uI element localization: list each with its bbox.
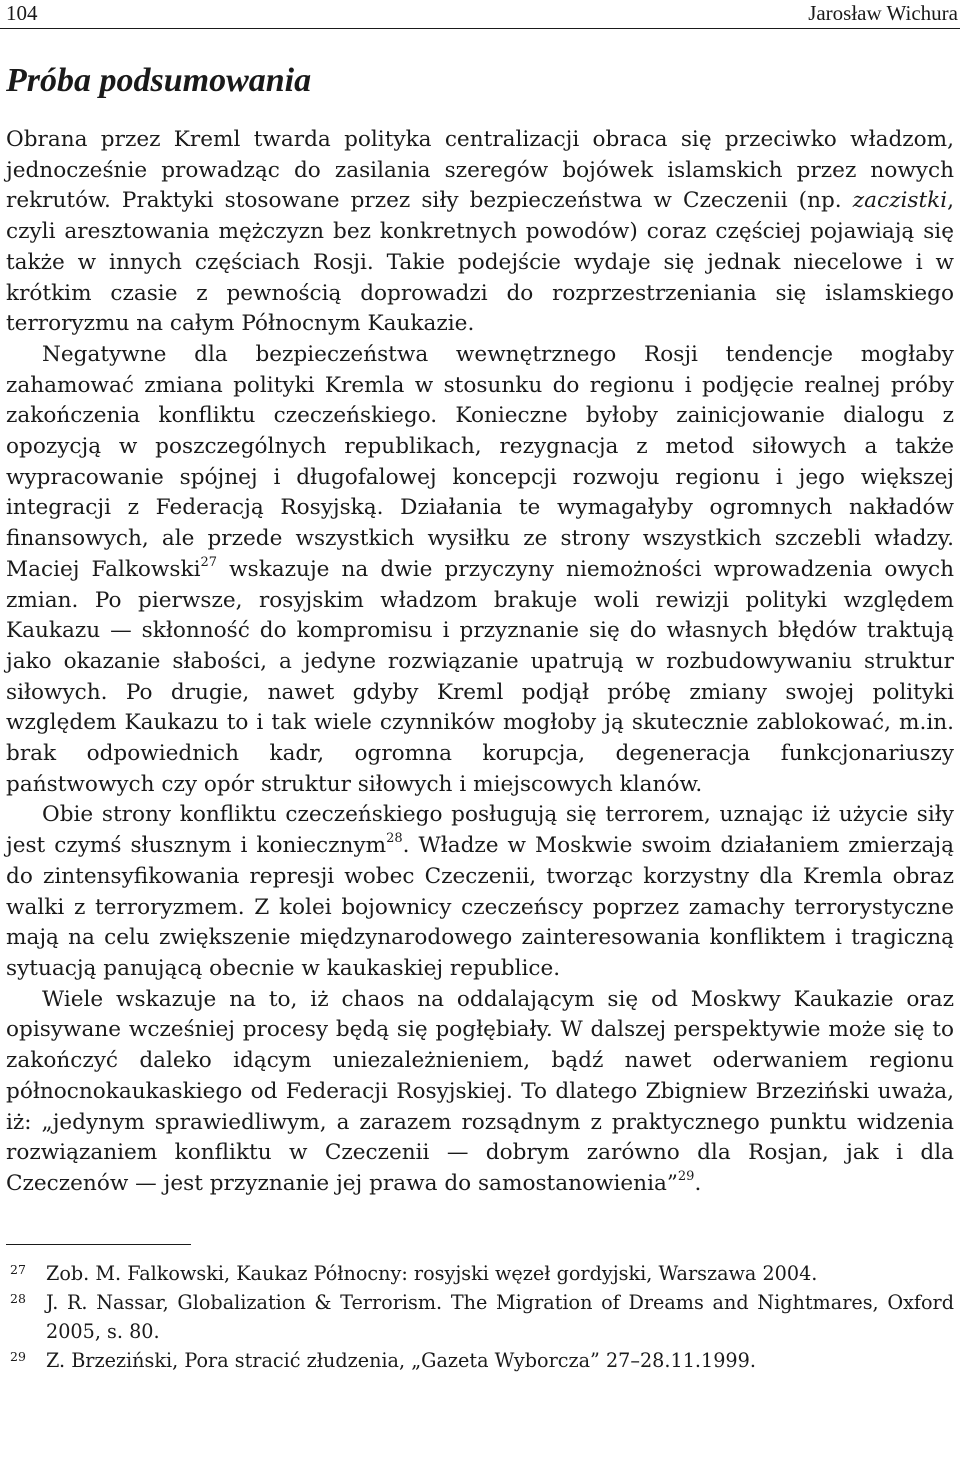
running-head-author: Jarosław Wichura: [808, 1, 958, 25]
section-title: Próba podsumowania: [6, 62, 312, 99]
footnotes: [6, 1259, 954, 1375]
paragraph-text: Obrana przez Kreml twarda polityka centralizacji obraca się przeciwko władzom, jednocześnie prowadząc do zasilania szeregów bojówek islamskich przez nowych rekrutów. Praktyki stosowane przez siły bezpieczeństwa w Czeczenii (np.: [6, 127, 954, 214]
paragraph-2: [6, 340, 954, 801]
paragraph-text: .: [694, 1170, 702, 1196]
paragraph-text: Wiele wskazuje na to, iż chaos na oddalającym się od Moskwy Kaukazie oraz opisywane wcześniej procesy będą się pogłębiały. W dalszej perspektywie może się to zakończyć daleko idącym uniezależnieniem, bądź nawet oderwaniem regionu północnokaukaskiego od Federacji Rosyjskiej. To dlatego Zbigniew Brzeziński uważa, iż: „jedynym sprawiedliwym, a zarazem rozsądnym z praktycznego punktu widzenia rozwiązaniem konfliktu w Czeczenii — dobrym zarówno dla Rosjan, jak i dla Czeczenów — jest przyznanie jej prawa do samostanowienia”: [6, 986, 954, 1196]
paragraph-text: , czyli aresztowania mężczyzn bez konkretnych powodów) coraz częściej pojawiają się także w innych częściach Rosji. Takie podejście wydaje się jednak niecelowe i w krótkim czasie z pewnością doprowadzi do rozprzestrzeniania się islamskiego terroryzmu na całym Północnym Kaukazie.: [6, 188, 954, 337]
paragraph-4: [6, 985, 954, 1200]
footnote-ref-27[interactable]: 27: [200, 555, 218, 571]
footnote: [6, 1259, 954, 1288]
footnote-text: Z. Brzeziński, Pora stracić złudzenia, „Gazeta Wyborcza” 27–28.11.1999.: [46, 1348, 756, 1372]
running-header: [0, 0, 960, 29]
footnote-separator: [6, 1244, 191, 1245]
footnote-text: J. R. Nassar, Globalization & Terrorism. The Migration of Dreams and Nightmares, Oxford 2005, s. 80.: [46, 1290, 954, 1343]
footnote-number: 27: [10, 1261, 26, 1277]
footnote-text: Zob. M. Falkowski, Kaukaz Północny: rosyjski węzeł gordyjski, Warszawa 2004.: [46, 1261, 818, 1285]
footnote: [6, 1346, 954, 1375]
footnote-ref-29[interactable]: 29: [677, 1169, 695, 1185]
paragraph-text: wskazuje na dwie przyczyny niemożności wprowadzenia owych zmian. Po pierwsze, rosyjskim władzom brakuje woli rewizji polityki względem Kaukazu — skłonność do kompromisu i przyznanie się do własnych błędów traktują jako okazanie słabości, a jedyne rozwiązanie upatrują w rozbudowywaniu struktur siłowych. Po drugie, nawet gdyby Kreml podjął próbę zmiany swojej polityki względem Kaukazu to i tak wiele czynników mogłoby ją skutecznie zablokować, m.in. brak odpowiednich kadr, ogromna korupcja, degeneracja funkcjonariuszy państwowych czy opór struktur siłowych i miejscowych klanów.: [6, 556, 955, 797]
paragraph-text: . Władze w Moskwie swoim działaniem zmierzają do zintensyfikowania represji wobec Czeczenii, tworząc korzystny dla Kremla obraz walki z terroryzmem. Z kolei bojownicy czeczeńscy poprzez zamachy terrorystyczne mają na celu zwiększenie międzynarodowego zainteresowania konfliktem i tragiczną sytuacją panującą obecnie w kaukaskiej republice.: [6, 833, 954, 981]
page-number: 104: [6, 1, 38, 25]
paragraph-text: Obie strony konfliktu czeczeńskiego posługują się terrorem, uznając iż użycie siły jest czymś słusznym i koniecznym: [6, 802, 954, 859]
italic-term: zaczistki: [852, 188, 948, 214]
paragraph-3: [6, 800, 954, 984]
footnote-number: 29: [10, 1348, 26, 1364]
footnote: [6, 1288, 954, 1346]
paragraph-1: [6, 125, 954, 340]
footnote-ref-28[interactable]: 28: [386, 831, 403, 847]
paragraph-text: Negatywne dla bezpieczeństwa wewnętrznego Rosji tendencje mogłaby zahamować zmiana polityki Kremla w stosunku do regionu i podjęcie realnej próby zakończenia konfliktu czeczeńskiego. Konieczne byłoby zainicjowanie dialogu z opozycją w poszczególnych republikach, rezygnacja z metod siłowych a także wypracowanie spójnej i długofalowej koncepcji rozwoju regionu i jego większej integracji z Federacją Rosyjską. Działania te wymagałyby ogromnych nakładów finansowych, ale przede wszystkich wysiłku ze strony wszystkich szczebli władzy. Maciej Falkowski: [6, 341, 954, 582]
body-text: [6, 125, 954, 1200]
footnote-number: 28: [10, 1290, 26, 1306]
